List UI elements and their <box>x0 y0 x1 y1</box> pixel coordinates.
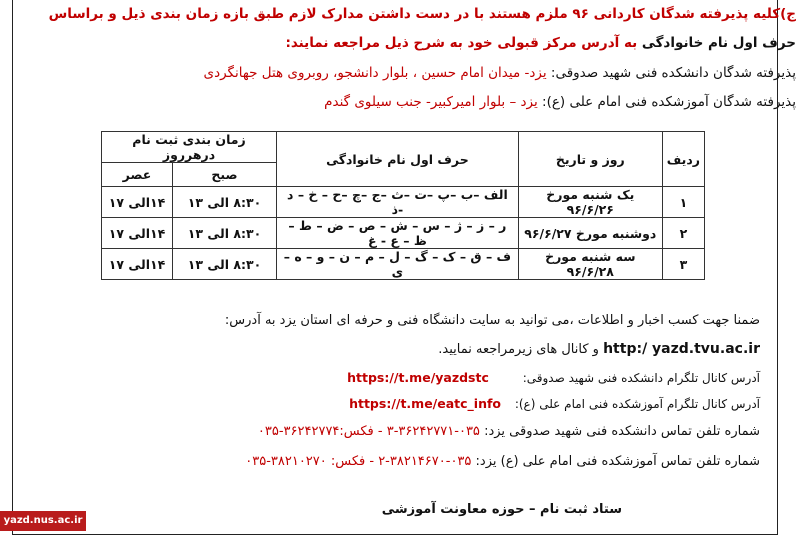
channel-row-2 <box>349 396 760 411</box>
header-morning: صبح <box>173 163 277 187</box>
phone-value-1: ۰۳۵-۳۶۲۴۲۷۷۱-۳ - فکس:۳۶۲۴۲۷۷۴-۰۳۵ <box>257 424 480 439</box>
channel-label-1: آدرس کانال تلگرام دانشکده فنی شهید صدوقی: <box>522 371 760 385</box>
row-day: یک شنبه مورخ ۹۶/۶/۲۶ <box>518 187 662 218</box>
phone-label-1: شماره تلفن تماس دانشکده فنی شهید صدوقی یزد: <box>484 424 760 439</box>
row-day: سه شنبه مورخ ۹۶/۶/۲۸ <box>518 249 662 280</box>
channel-link-2[interactable]: https://t.me/eatc_info <box>349 396 501 411</box>
channel-label-2: آدرس کانال تلگرام آموزشکده فنی امام علی (ع): <box>514 397 760 411</box>
row-morning: ۸:۳۰ الی ۱۳ <box>173 187 277 218</box>
row-evening: ۱۴الی ۱۷ <box>102 187 173 218</box>
header-date: روز و تاریخ <box>518 132 662 187</box>
phone-row-2 <box>245 454 760 469</box>
news-line2-text: و کانال های زیرمراجعه نمایید. <box>438 342 599 357</box>
header-row-no: ردیف <box>662 132 704 187</box>
heading-line2-black: حرف اول نام خانوادگی <box>641 35 796 51</box>
row-morning: ۸:۳۰ الی ۱۳ <box>173 249 277 280</box>
row-letters: ر – ز – ژ – س – ش – ص – ض – ط – ظ – ع - غ <box>277 218 519 249</box>
table-row <box>102 249 705 280</box>
header-letters: حرف اول نام خانوادگی <box>277 132 519 187</box>
table-row <box>102 187 705 218</box>
site-watermark: yazd.nus.ac.ir <box>0 511 86 531</box>
row-day: دوشنبه مورخ ۹۶/۶/۲۷ <box>518 218 662 249</box>
row-no: ۱ <box>662 187 704 218</box>
header-schedule: زمان بندی ثبت نام درهرروز <box>102 132 277 163</box>
address-label-2: پذیرفته شدگان آموزشکده فنی امام علی (ع): <box>542 94 796 110</box>
row-letters: ف – ق – ک – گ – ل – م – ن – و – ه – ی <box>277 249 519 280</box>
phone-value-2: ۰۳۵-۳۸۲۱۴۶۷۰-۲ - فکس: ۳۸۲۱۰۲۷۰-۰۳۵ <box>245 454 472 469</box>
address-value-2: یزد – بلوار امیرکبیر- جنب سیلوی گندم <box>324 94 538 110</box>
table-row <box>102 218 705 249</box>
row-no: ۳ <box>662 249 704 280</box>
phone-label-2: شماره تلفن تماس آموزشکده فنی امام علی (ع) یزد: <box>475 454 760 469</box>
schedule-table <box>101 131 705 280</box>
row-morning: ۸:۳۰ الی ۱۳ <box>173 218 277 249</box>
heading-line1: ج)کلیه پذیرفته شدگان کاردانی ۹۶ ملزم هستند با در دست داشتن مدارک لازم طبق بازه زمان بندی ذیل و براساس <box>48 6 796 22</box>
heading-line2-red: به آدرس مرکز قبولی خود به شرح ذیل مراجعه نمایند: <box>285 35 638 51</box>
address-value-1: یزد- میدان امام حسین ، بلوار دانشجو، روبروی هتل جهانگردی <box>203 65 547 81</box>
news-line2 <box>438 341 760 357</box>
site-link[interactable]: http:/ yazd.tvu.ac.ir <box>603 341 760 357</box>
address-row-1 <box>204 65 796 81</box>
channel-row-1 <box>347 370 760 385</box>
channel-link-1[interactable]: https://t.me/yazdstc <box>347 370 489 385</box>
phone-row-1 <box>258 424 760 439</box>
row-evening: ۱۴الی ۱۷ <box>102 249 173 280</box>
row-letters: الف –ب –پ –ت –ث –ج –چ –ح – خ – د -ذ <box>277 187 519 218</box>
row-evening: ۱۴الی ۱۷ <box>102 218 173 249</box>
header-evening: عصر <box>102 163 173 187</box>
row-no: ۲ <box>662 218 704 249</box>
signature: ستاد ثبت نام – حوزه معاونت آموزشی <box>381 502 622 517</box>
news-line1: ضمنا جهت کسب اخبار و اطلاعات ،می توانید به سایت دانشگاه فنی و حرفه ای استان یزد به آدرس: <box>224 313 760 328</box>
address-row-2 <box>324 94 796 110</box>
address-label-1: پذیرفته شدگان دانشکده فنی شهید صدوقی: <box>550 65 796 81</box>
heading-line2 <box>285 35 796 51</box>
